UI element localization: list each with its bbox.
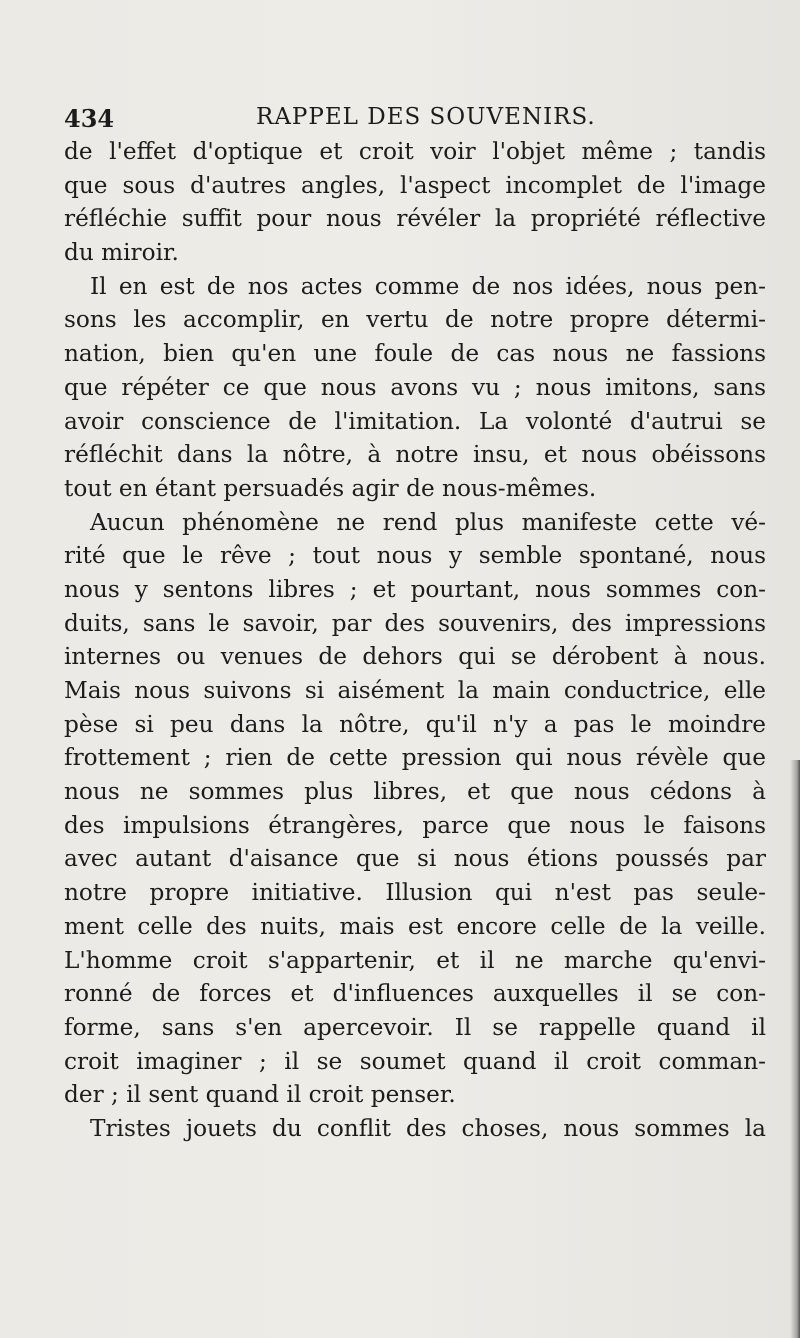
text-line: Mais nous suivons si aisément la main conductrice, elle (64, 677, 766, 704)
text-line: que sous d'autres angles, l'aspect incomplet de l'image (64, 171, 766, 199)
text-line: notre propre initiative. Illusion qui n'est pas seule- (64, 879, 766, 907)
text-line: ment celle des nuits, mais est encore celle de la veille. (64, 912, 766, 940)
page-edge-shadow (790, 760, 800, 1338)
text-line: que répéter ce que nous avons vu ; nous imitons, sans (64, 373, 766, 401)
text-line: nous ne sommes plus libres, et que nous cédons à (64, 778, 766, 806)
text-line: de l'effet d'optique et croit voir l'objet même ; tandis (64, 138, 766, 165)
text-line: avec autant d'aisance que si nous étions poussés par (64, 845, 766, 873)
text-line: Il en est de nos actes comme de nos idées, nous pen- (90, 272, 766, 300)
text-line: tout en étant persuadés agir de nous-mêmes. (64, 474, 597, 502)
text-line: réfléchie suffit pour nous révéler la propriété réflective (64, 205, 766, 233)
text-line: Aucun phénomène ne rend plus manifeste cette vé- (90, 508, 766, 536)
page-header (64, 104, 764, 138)
body-text (64, 135, 766, 1146)
text-line: Tristes jouets du conflit des choses, nous sommes la (90, 1114, 766, 1142)
text-line: frottement ; rien de cette pression qui nous révèle que (64, 744, 766, 772)
text-line: rité que le rêve ; tout nous y semble spontané, nous (64, 542, 766, 570)
text-line: forme, sans s'en apercevoir. Il se rappelle quand il (64, 1013, 766, 1041)
text-line: internes ou venues de dehors qui se dérobent à nous. (64, 643, 766, 671)
text-line: des impulsions étrangères, parce que nous le faisons (64, 811, 766, 839)
text-line: croit imaginer ; il se soumet quand il croit comman- (64, 1047, 766, 1075)
text-line: ronné de forces et d'influences auxquelles il se con- (64, 980, 766, 1008)
text-line: avoir conscience de l'imitation. La volonté d'autrui se (64, 407, 766, 435)
text-line: sons les accomplir, en vertu de notre propre détermi- (64, 306, 766, 334)
text-line: duits, sans le savoir, par des souvenirs, des impressions (64, 609, 766, 637)
text-line: réfléchit dans la nôtre, à notre insu, et nous obéissons (64, 441, 766, 469)
text-line: der ; il sent quand il croit penser. (64, 1081, 456, 1109)
running-title: RAPPEL DES SOUVENIRS. (256, 104, 596, 130)
page-number: 434 (64, 104, 115, 133)
text-line: L'homme croit s'appartenir, et il ne marche qu'envi- (64, 946, 766, 974)
text-line: nation, bien qu'en une foule de cas nous ne fassions (64, 340, 766, 368)
text-line: nous y sentons libres ; et pourtant, nous sommes con- (64, 575, 766, 603)
text-line: pèse si peu dans la nôtre, qu'il n'y a pas le moindre (64, 710, 766, 738)
text-line: du miroir. (64, 239, 179, 267)
